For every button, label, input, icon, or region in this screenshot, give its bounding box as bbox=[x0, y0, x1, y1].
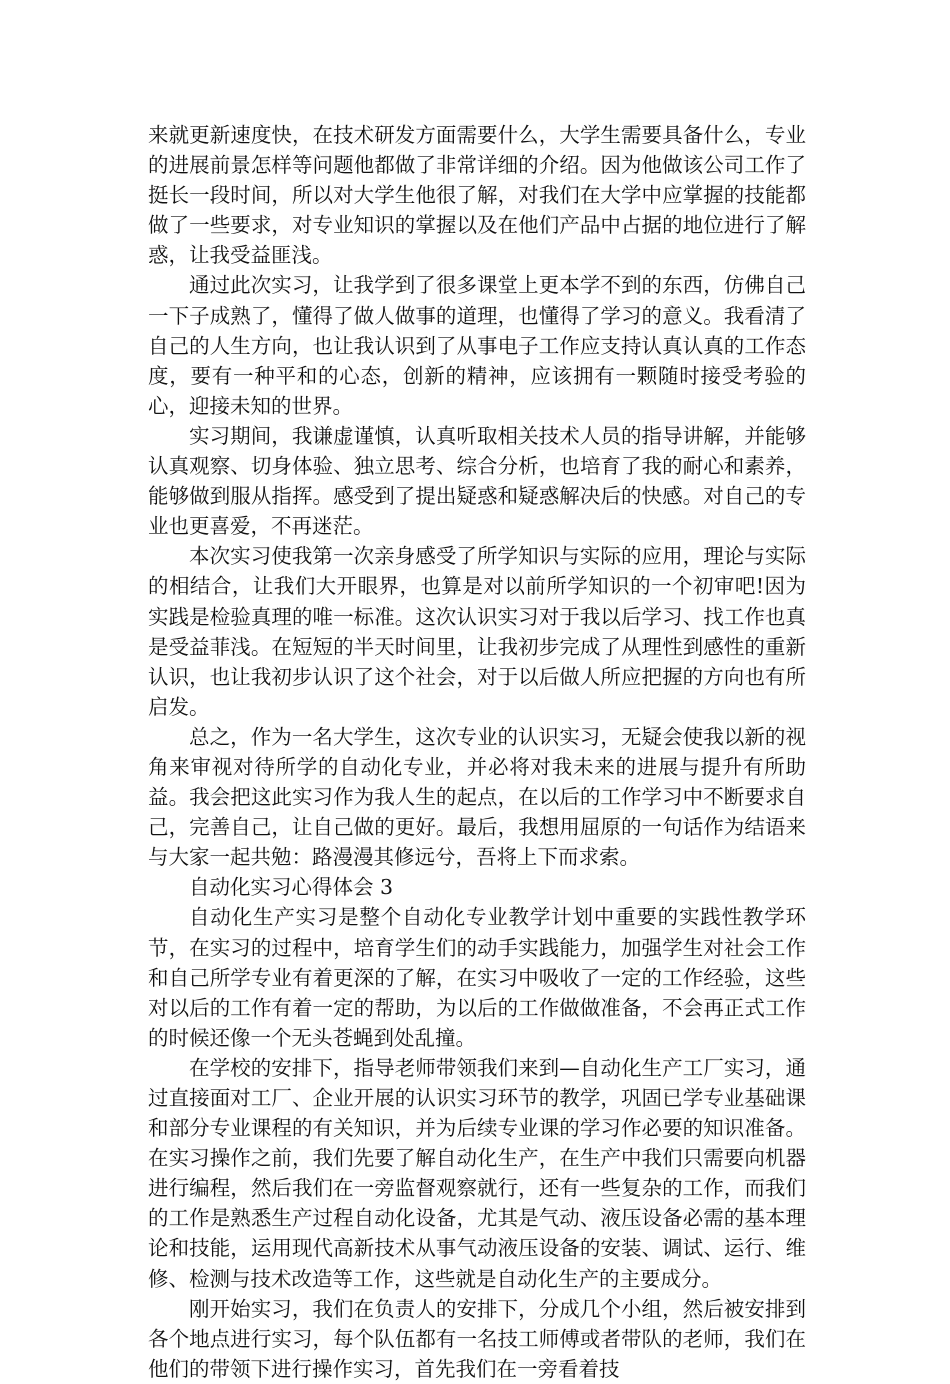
body-paragraph: 总之，作为一名大学生，这次专业的认识实习，无疑会使我以新的视角来审视对待所学的自动化专业，并必将对我未来的进展与提升有所助益。我会把这此实习作为我人生的起点，在以后的工作学习中不断要求自己，完善自己，让自己做的更好。最后，我想用屈原的一句话作为结语来与大家一起共勉：路漫漫其修远兮，吾将上下而求索。 bbox=[148, 724, 806, 870]
body-paragraph: 实习期间，我谦虚谨慎，认真听取相关技术人员的指导讲解，并能够认真观察、切身体验、独立思考、综合分析，也培育了我的耐心和素养，能够做到服从指挥。感受到了提出疑惑和疑惑解决后的快感。对自己的专业也更喜爱，不再迷茫。 bbox=[148, 423, 806, 539]
body-paragraph: 在学校的安排下，指导老师带领我们来到—自动化生产工厂实习，通过直接面对工厂、企业开展的认识实习环节的教学，巩固已学专业基础课和部分专业课程的有关知识，并为后续专业课的学习作必要的知识准备。在实习操作之前，我们先要了解自动化生产，在生产中我们只需要向机器进行编程，然后我们在一旁监督观察就行，还有一些复杂的工作，而我们的工作是熟悉生产过程自动化设备，尤其是气动、液压设备必需的基本理论和技能，运用现代高新技术从事气动液压设备的安装、调试、运行、维修、检测与技术改造等工作，这些就是自动化生产的主要成分。 bbox=[148, 1055, 806, 1291]
body-paragraph: 来就更新速度快，在技术研发方面需要什么，大学生需要具备什么，专业的进展前景怎样等问题他都做了非常详细的介绍。因为他做该公司工作了挺长一段时间，所以对大学生他很了解，对我们在大学中应掌握的技能都做了一些要求，对专业知识的掌握以及在他们产品中占据的地位进行了解惑，让我受益匪浅。 bbox=[148, 123, 806, 268]
section-heading: 自动化实习心得体会 3 bbox=[189, 875, 394, 900]
body-paragraph: 刚开始实习，我们在负责人的安排下，分成几个小组，然后被安排到各个地点进行实习，每个队伍都有一名技工师傅或者带队的老师，我们在他们的带领下进行操作实习，首先我们在一旁看着技 bbox=[148, 1296, 806, 1381]
body-paragraph: 自动化生产实习是整个自动化专业教学计划中重要的实践性教学环节，在实习的过程中，培育学生们的动手实践能力，加强学生对社会工作和自己所学专业有着更深的了解，在实习中吸收了一定的工作经验，这些对以后的工作有着一定的帮助，为以后的工作做做准备，不会再正式工作的时候还像一个无头苍蝇到处乱撞。 bbox=[148, 905, 806, 1050]
body-paragraph: 本次实习使我第一次亲身感受了所学知识与实际的应用，理论与实际的相结合，让我们大开眼界，也算是对以前所学知识的一个初审吧!因为实践是检验真理的唯一标准。这次认识实习对于我以后学习、找工作也真是受益菲浅。在短短的半天时间里，让我初步完成了从理性到感性的重新认识，也让我初步认识了这个社会，对于以后做人所应把握的方向也有所启发。 bbox=[148, 544, 806, 719]
body-paragraph: 通过此次实习，让我学到了很多课堂上更本学不到的东西，仿佛自己一下子成熟了，懂得了做人做事的道理，也懂得了学习的意义。我看清了自己的人生方向，也让我认识到了从事电子工作应支持认真认真的工作态度，要有一种平和的心态，创新的精神，应该拥有一颗随时接受考验的心，迎接未知的世界。 bbox=[148, 273, 806, 418]
document-body bbox=[148, 120, 806, 1384]
